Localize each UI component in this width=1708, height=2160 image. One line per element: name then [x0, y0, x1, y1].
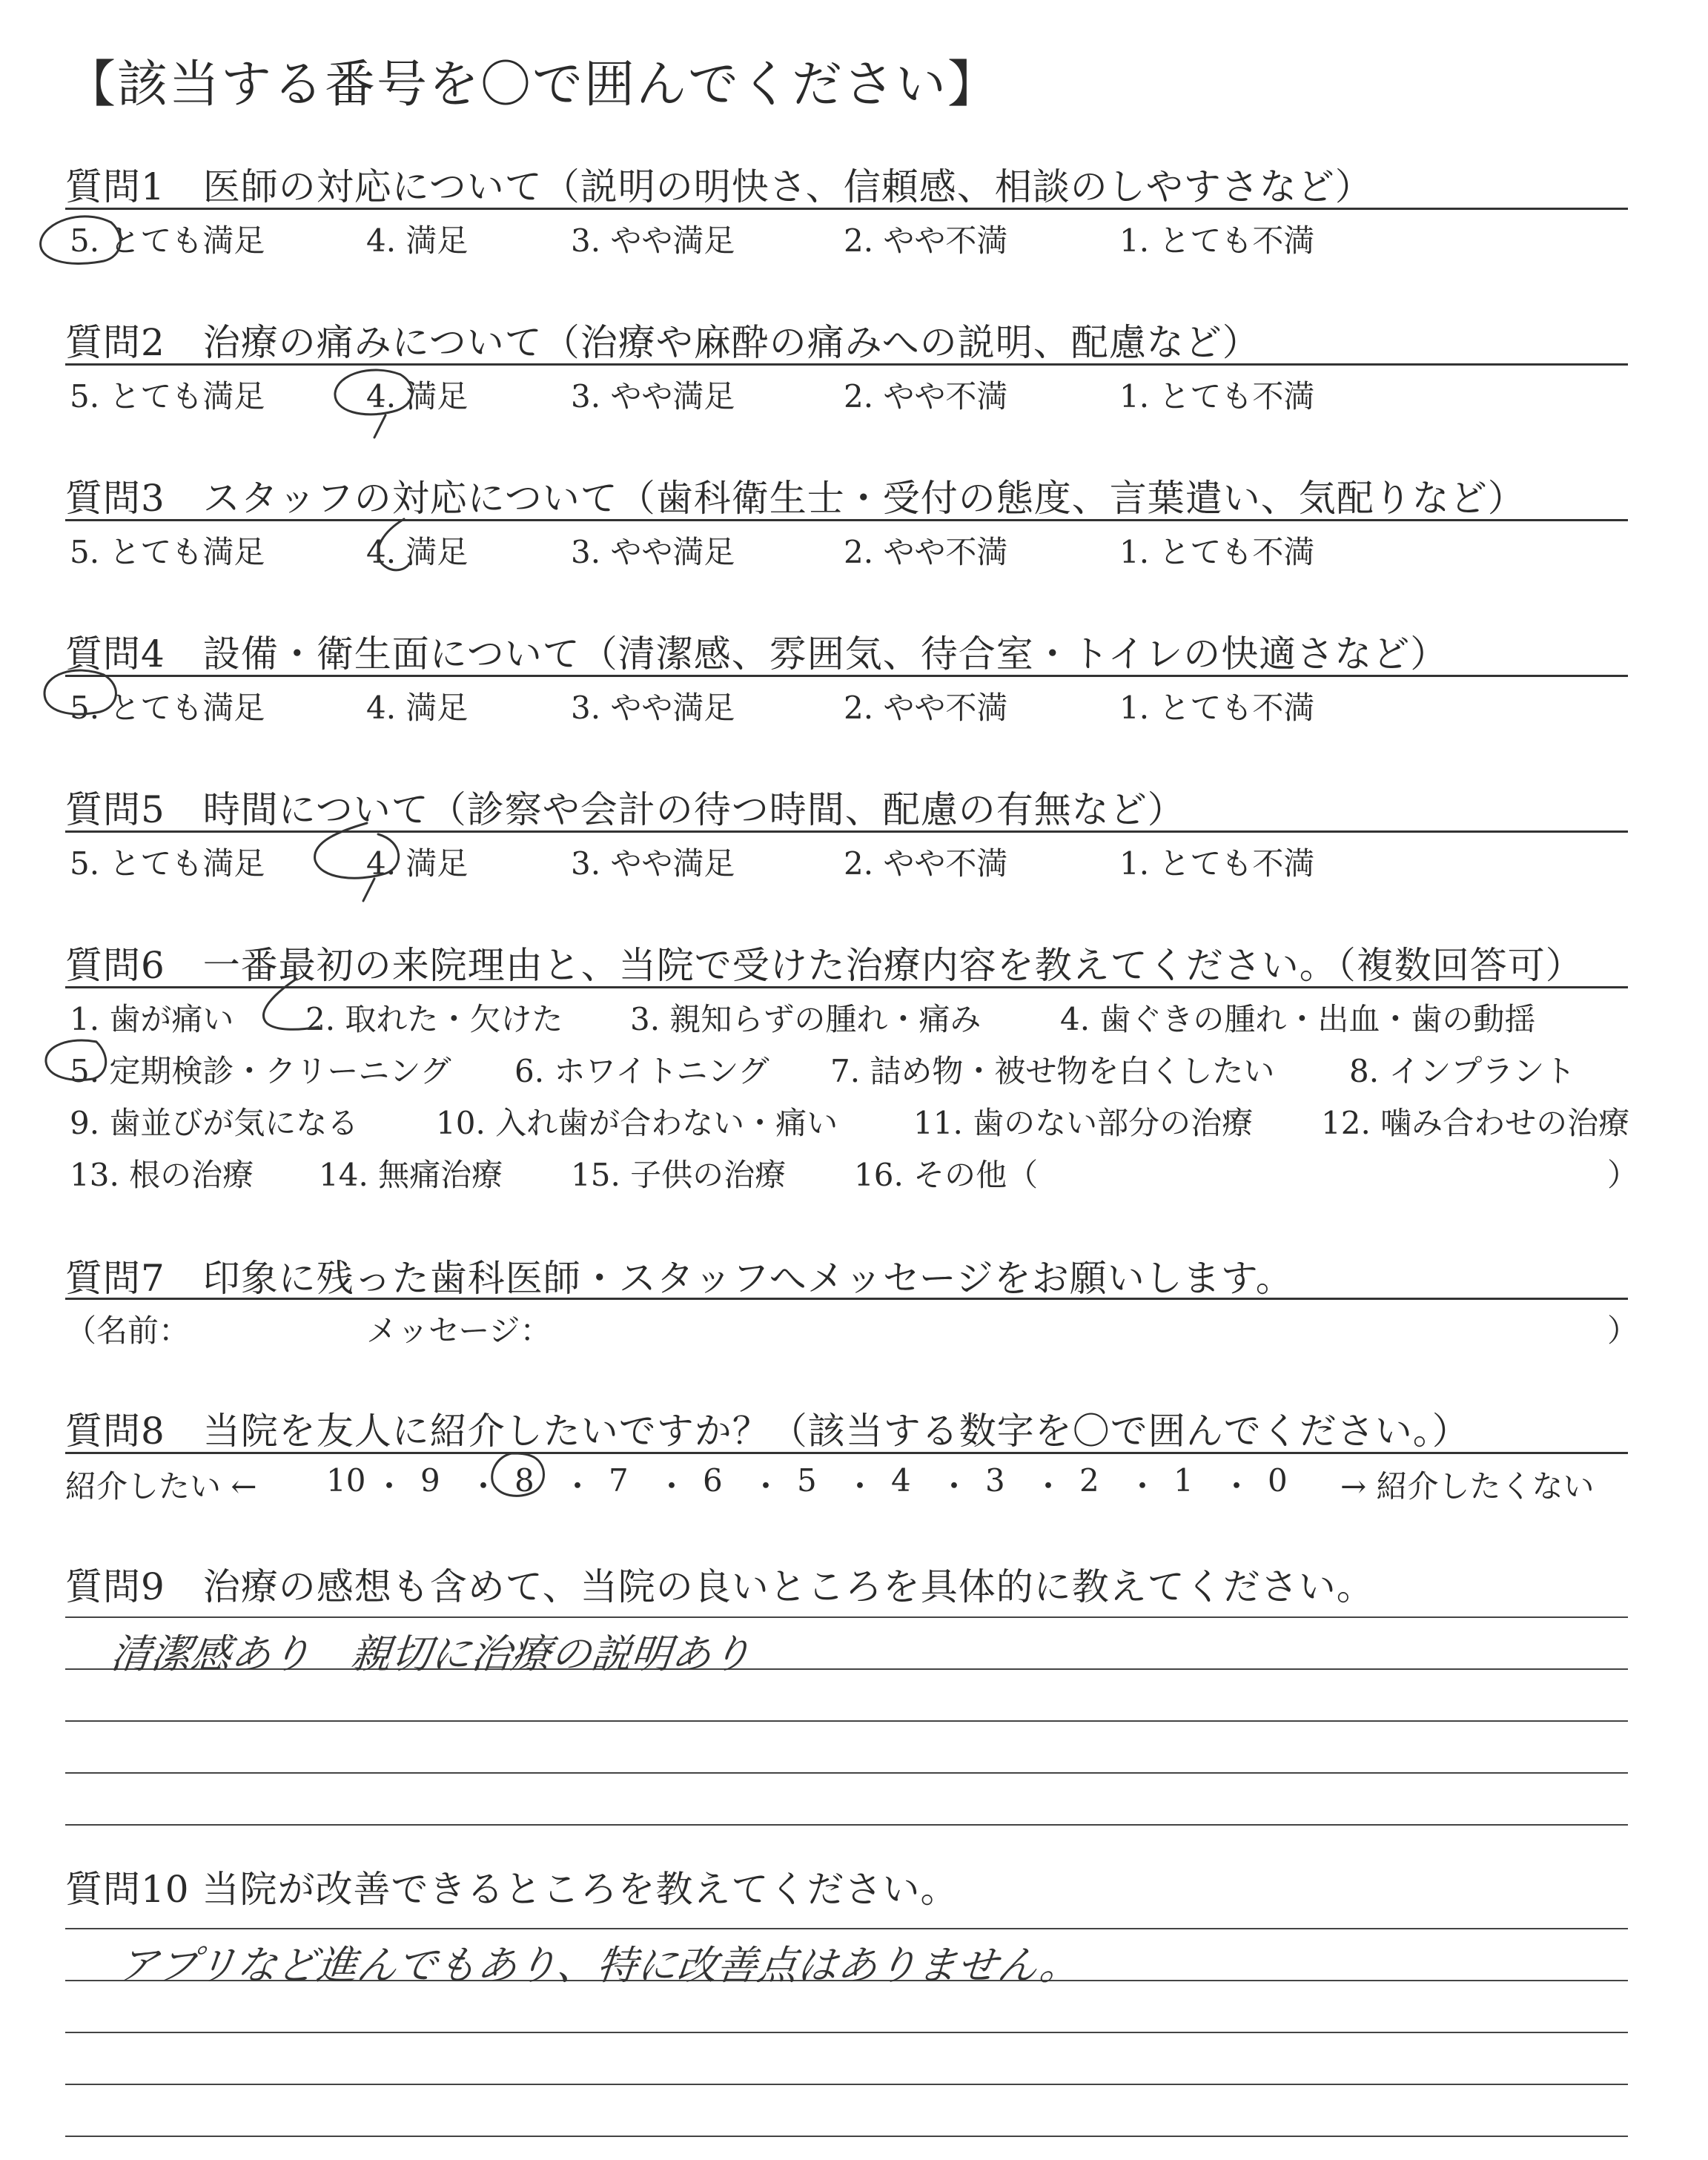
- scale-separator: ・: [656, 1468, 688, 1505]
- question-title: 質問7 印象に残った歯科医師・スタッフへメッセージをお願いします。: [65, 1257, 1294, 1300]
- option-1[interactable]: 1. とても不満: [1119, 690, 1315, 726]
- circle-mark-q6-2: [264, 979, 319, 1029]
- reason-option-other[interactable]: 16. その他（: [854, 1157, 1039, 1193]
- option-5[interactable]: 5. とても満足: [70, 222, 265, 259]
- scale-value-3[interactable]: 3: [985, 1462, 1005, 1499]
- scale-value-6[interactable]: 6: [703, 1462, 723, 1499]
- option-1[interactable]: 1. とても不満: [1119, 534, 1315, 570]
- option-2[interactable]: 2. やや不満: [844, 845, 1008, 882]
- scale-separator: ・: [374, 1468, 406, 1505]
- question-title: 質問2 治療の痛みについて（治療や麻酔の痛みへの説明、配慮など）: [65, 321, 1260, 364]
- handwritten-answer[interactable]: アプリなど進んでもあり、特に改善点はありません。: [116, 1942, 1082, 1989]
- reason-option[interactable]: 9. 歯並びが気になる: [70, 1105, 359, 1141]
- scale-value-9[interactable]: 9: [420, 1462, 440, 1499]
- scale-value-8[interactable]: 8: [514, 1462, 534, 1499]
- circle-mark-q6-5: [46, 1040, 106, 1080]
- option-4[interactable]: 4. 満足: [366, 690, 469, 726]
- reason-option[interactable]: 13. 根の治療: [70, 1157, 254, 1193]
- page-header: 【該当する番号を〇で囲んでください】: [65, 56, 1000, 114]
- circle-mark-q8-8: [492, 1453, 544, 1496]
- option-2[interactable]: 2. やや不満: [844, 534, 1008, 570]
- scale-value-2[interactable]: 2: [1079, 1462, 1099, 1499]
- reason-option[interactable]: 10. 入れ歯が合わない・痛い: [436, 1105, 838, 1141]
- scale-separator: ・: [844, 1468, 876, 1505]
- circle-mark-q2-4: [335, 370, 412, 437]
- reason-option[interactable]: 7. 詰め物・被せ物を白くしたい: [830, 1053, 1275, 1089]
- close-paren: ）: [1607, 1312, 1639, 1349]
- option-3[interactable]: 3. やや満足: [571, 845, 735, 882]
- reason-option[interactable]: 3. 親知らずの腫れ・痛み: [630, 1001, 982, 1037]
- option-4[interactable]: 4. 満足: [366, 845, 469, 882]
- circle-mark-q3-4: [378, 519, 409, 570]
- option-3[interactable]: 3. やや満足: [571, 378, 735, 415]
- reason-option[interactable]: 4. 歯ぐきの腫れ・出血・歯の動揺: [1060, 1001, 1536, 1037]
- option-5[interactable]: 5. とても満足: [70, 845, 265, 882]
- question-title: 質問1 医師の対応について（説明の明快さ、信頼感、相談のしやすさなど）: [65, 165, 1373, 208]
- option-3[interactable]: 3. やや満足: [571, 222, 735, 259]
- name-label[interactable]: （名前：: [65, 1312, 191, 1349]
- option-5[interactable]: 5. とても満足: [70, 378, 265, 415]
- scale-value-10[interactable]: 10: [326, 1462, 366, 1499]
- reason-option[interactable]: 5. 定期検診・クリーニング: [70, 1053, 451, 1089]
- question-title: 質問5 時間について（診察や会計の待つ時間、配慮の有無など）: [65, 788, 1185, 831]
- circle-mark-q5-4: [315, 823, 399, 901]
- question-title: 質問10 当院が改善できるところを教えてください。: [65, 1868, 959, 1911]
- reason-option[interactable]: 12. 噛み合わせの治療: [1321, 1105, 1630, 1141]
- reason-option[interactable]: 6. ホワイトニング: [514, 1053, 769, 1089]
- scale-separator: ・: [939, 1468, 970, 1505]
- scale-left-label: 紹介したい ←: [65, 1468, 257, 1505]
- option-5[interactable]: 5. とても満足: [70, 534, 265, 570]
- close-paren: ）: [1607, 1157, 1639, 1193]
- option-4[interactable]: 4. 満足: [366, 378, 469, 415]
- reason-option[interactable]: 11. 歯のない部分の治療: [913, 1105, 1254, 1141]
- option-4[interactable]: 4. 満足: [366, 222, 469, 259]
- scale-value-5[interactable]: 5: [797, 1462, 817, 1499]
- option-1[interactable]: 1. とても不満: [1119, 222, 1315, 259]
- scale-value-0[interactable]: 0: [1268, 1462, 1288, 1499]
- reason-option[interactable]: 15. 子供の治療: [571, 1157, 787, 1193]
- scale-separator: ・: [1221, 1468, 1253, 1505]
- option-3[interactable]: 3. やや満足: [571, 534, 735, 570]
- message-label[interactable]: メッセージ：: [366, 1312, 552, 1349]
- scale-separator: ・: [750, 1468, 782, 1505]
- reason-option[interactable]: 8. インプラント: [1349, 1053, 1576, 1089]
- option-1[interactable]: 1. とても不満: [1119, 845, 1315, 882]
- reason-option[interactable]: 14. 無痛治療: [319, 1157, 503, 1193]
- question-title: 質問9 治療の感想も含めて、当院の良いところを具体的に教えてください。: [65, 1565, 1374, 1608]
- option-2[interactable]: 2. やや不満: [844, 690, 1008, 726]
- question-title: 質問4 設備・衛生面について（清潔感、雰囲気、待合室・トイレの快適さなど）: [65, 633, 1449, 676]
- option-2[interactable]: 2. やや不満: [844, 222, 1008, 259]
- question-title: 質問8 当院を友人に紹介したいですか？（該当する数字を〇で囲んでください。）: [65, 1410, 1470, 1453]
- option-1[interactable]: 1. とても不満: [1119, 378, 1315, 415]
- scale-separator: ・: [1127, 1468, 1159, 1505]
- scale-value-4[interactable]: 4: [891, 1462, 911, 1499]
- scale-value-7[interactable]: 7: [609, 1462, 629, 1499]
- reason-option[interactable]: 1. 歯が痛い: [70, 1001, 234, 1037]
- scale-value-1[interactable]: 1: [1174, 1462, 1194, 1499]
- reason-option[interactable]: 2. 取れた・欠けた: [305, 1001, 563, 1037]
- scale-separator: ・: [562, 1468, 594, 1505]
- circle-mark-q1-5: [41, 217, 121, 264]
- question-title: 質問6 一番最初の来院理由と、当院で受けた治療内容を教えてください。（複数回答可）: [65, 944, 1583, 987]
- scale-separator: ・: [1033, 1468, 1065, 1505]
- question-title: 質問3 スタッフの対応について（歯科衛生士・受付の態度、言葉遣い、気配りなど）: [65, 477, 1526, 520]
- option-3[interactable]: 3. やや満足: [571, 690, 735, 726]
- option-4[interactable]: 4. 満足: [366, 534, 469, 570]
- option-5[interactable]: 5. とても満足: [70, 690, 265, 726]
- scale-right-label: → 紹介したくない: [1340, 1468, 1595, 1505]
- scale-separator: ・: [468, 1468, 500, 1505]
- option-2[interactable]: 2. やや不満: [844, 378, 1008, 415]
- handwritten-answer[interactable]: 清潔感あり 親切に治療の説明あり: [108, 1631, 754, 1677]
- circle-mark-q4-5: [44, 670, 116, 714]
